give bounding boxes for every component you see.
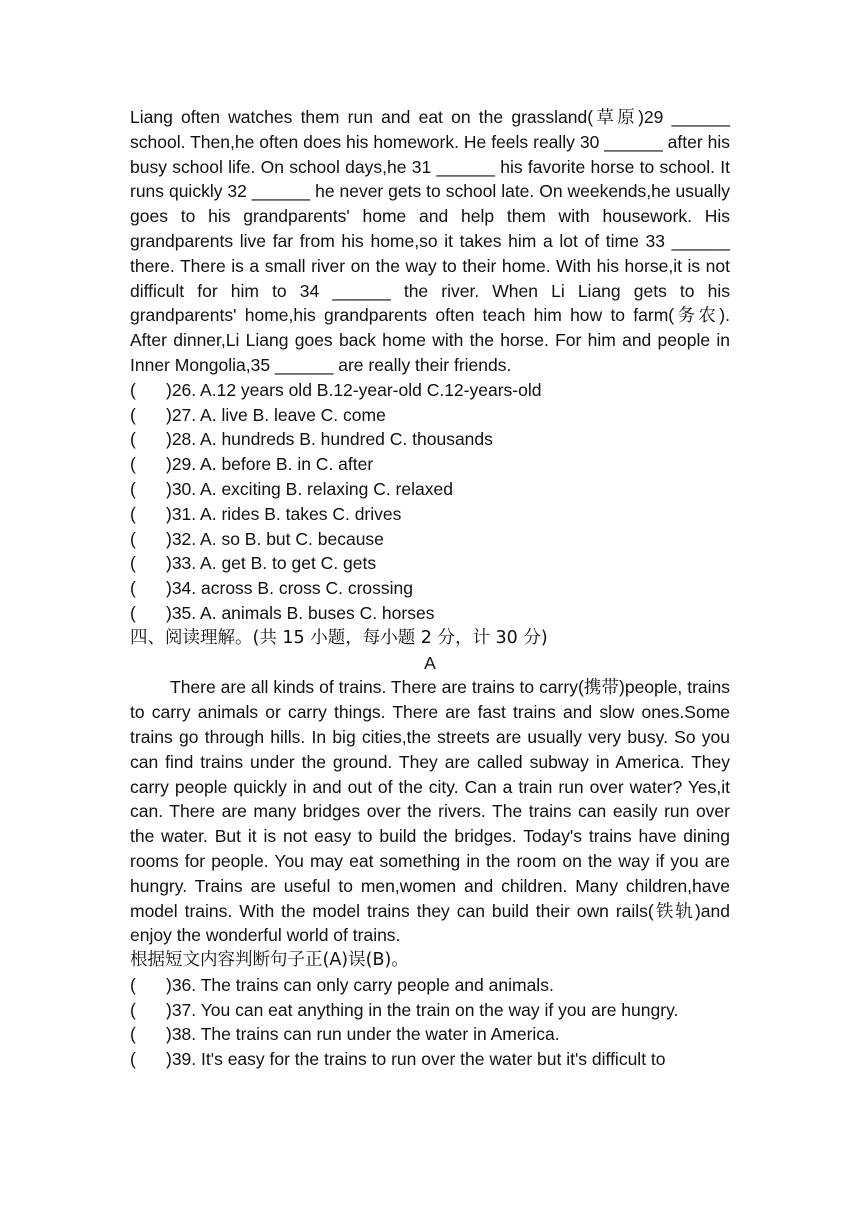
cloze-question-27 bbox=[130, 403, 730, 428]
question-text: )30. A. exciting B. relaxing C. relaxed bbox=[166, 478, 453, 499]
question-text: )32. A. so B. but C. because bbox=[166, 528, 384, 549]
tf-question-38 bbox=[130, 1022, 730, 1047]
question-text: )27. A. live B. leave C. come bbox=[166, 404, 386, 425]
cloze-question-33 bbox=[130, 551, 730, 576]
tf-question-37 bbox=[130, 998, 730, 1023]
answer-paren: ( bbox=[130, 503, 136, 524]
tf-question-39 bbox=[130, 1047, 730, 1072]
tf-question-list bbox=[130, 973, 730, 1072]
answer-paren: ( bbox=[130, 404, 136, 425]
question-text: )33. A. get B. to get C. gets bbox=[166, 553, 377, 574]
answer-paren: ( bbox=[130, 553, 136, 574]
document-page bbox=[130, 105, 730, 1072]
passage-label: A bbox=[424, 652, 436, 673]
answer-paren: ( bbox=[130, 1049, 136, 1070]
question-text: )36. The trains can only carry people and animals. bbox=[166, 974, 554, 995]
answer-paren: ( bbox=[130, 379, 136, 400]
question-text: )35. A. animals B. buses C. horses bbox=[166, 602, 435, 623]
tf-question-36 bbox=[130, 973, 730, 998]
tf-instruction: 根据短文内容判断句子正(A)误(B)。 bbox=[130, 950, 409, 971]
answer-paren: ( bbox=[130, 578, 136, 599]
section-heading: 四、阅读理解。(共 15 小题，每小题 2 分，计 30 分) bbox=[130, 627, 548, 648]
answer-paren: ( bbox=[130, 974, 136, 995]
cloze-passage: Liang often watches them run and eat on the grassland(草原)29 ______ school. Then,he often does his homework. He feels really 30 ______ after his busy school life. On school days,he 31 ______ his favorite horse to school. It runs quickly 32 ______ he never gets to school late. On weekends,he usually goes to his grandparents' home and help them with housework. His grandparents live far from his home,so it takes him a lot of time 33 ______ there. There is a small river on the way to their home. With his horse,it is not difficult for him to 34 ______ the river. When Li Liang gets to his grandparents' home,his grandparents often teach him how to farm(务农). After dinner,Li Liang goes back home with the horse. For him and people in Inner Mongolia,35 ______ are really their friends. bbox=[130, 107, 730, 375]
question-text: )37. You can eat anything in the train on the way if you are hungry. bbox=[166, 999, 679, 1020]
answer-paren: ( bbox=[130, 999, 136, 1020]
cloze-question-35 bbox=[130, 601, 730, 626]
question-text: )29. A. before B. in C. after bbox=[166, 454, 374, 475]
cloze-question-28 bbox=[130, 427, 730, 452]
question-text: )39. It's easy for the trains to run over the water but it's difficult to bbox=[166, 1049, 666, 1070]
answer-paren: ( bbox=[130, 1024, 136, 1045]
answer-paren: ( bbox=[130, 478, 136, 499]
reading-passage-a: There are all kinds of trains. There are trains to carry(携带)people, trains to carry animals or carry things. There are fast trains and slow ones.Some trains go through hills. In big cities,the streets are usually very busy. So you can find trains under the ground. They are called subway in America. They carry people quickly in and out of the city. Can a train run over water? Yes,it can. There are many bridges over the rivers. The trains can easily run over the water. But it is not easy to build the bridges. Today's trains have dining rooms for people. You may eat something in the room on the way if you are hungry. Trains are useful to men,women and children. Many children,have model trains. With the model trains they can build their own rails(铁轨)and enjoy the wonderful world of trains. bbox=[130, 677, 730, 946]
answer-paren: ( bbox=[130, 602, 136, 623]
cloze-question-34 bbox=[130, 576, 730, 601]
answer-paren: ( bbox=[130, 454, 136, 475]
question-text: )38. The trains can run under the water in America. bbox=[166, 1024, 560, 1045]
cloze-question-list bbox=[130, 378, 730, 626]
question-text: )28. A. hundreds B. hundred C. thousands bbox=[166, 429, 493, 450]
cloze-question-32 bbox=[130, 527, 730, 552]
cloze-question-30 bbox=[130, 477, 730, 502]
cloze-question-26 bbox=[130, 378, 730, 403]
question-text: )34. across B. cross C. crossing bbox=[166, 578, 414, 599]
cloze-question-31 bbox=[130, 502, 730, 527]
question-text: )26. A.12 years old B.12-year-old C.12-years-old bbox=[166, 379, 542, 400]
answer-paren: ( bbox=[130, 528, 136, 549]
cloze-question-29 bbox=[130, 452, 730, 477]
question-text: )31. A. rides B. takes C. drives bbox=[166, 503, 402, 524]
answer-paren: ( bbox=[130, 429, 136, 450]
